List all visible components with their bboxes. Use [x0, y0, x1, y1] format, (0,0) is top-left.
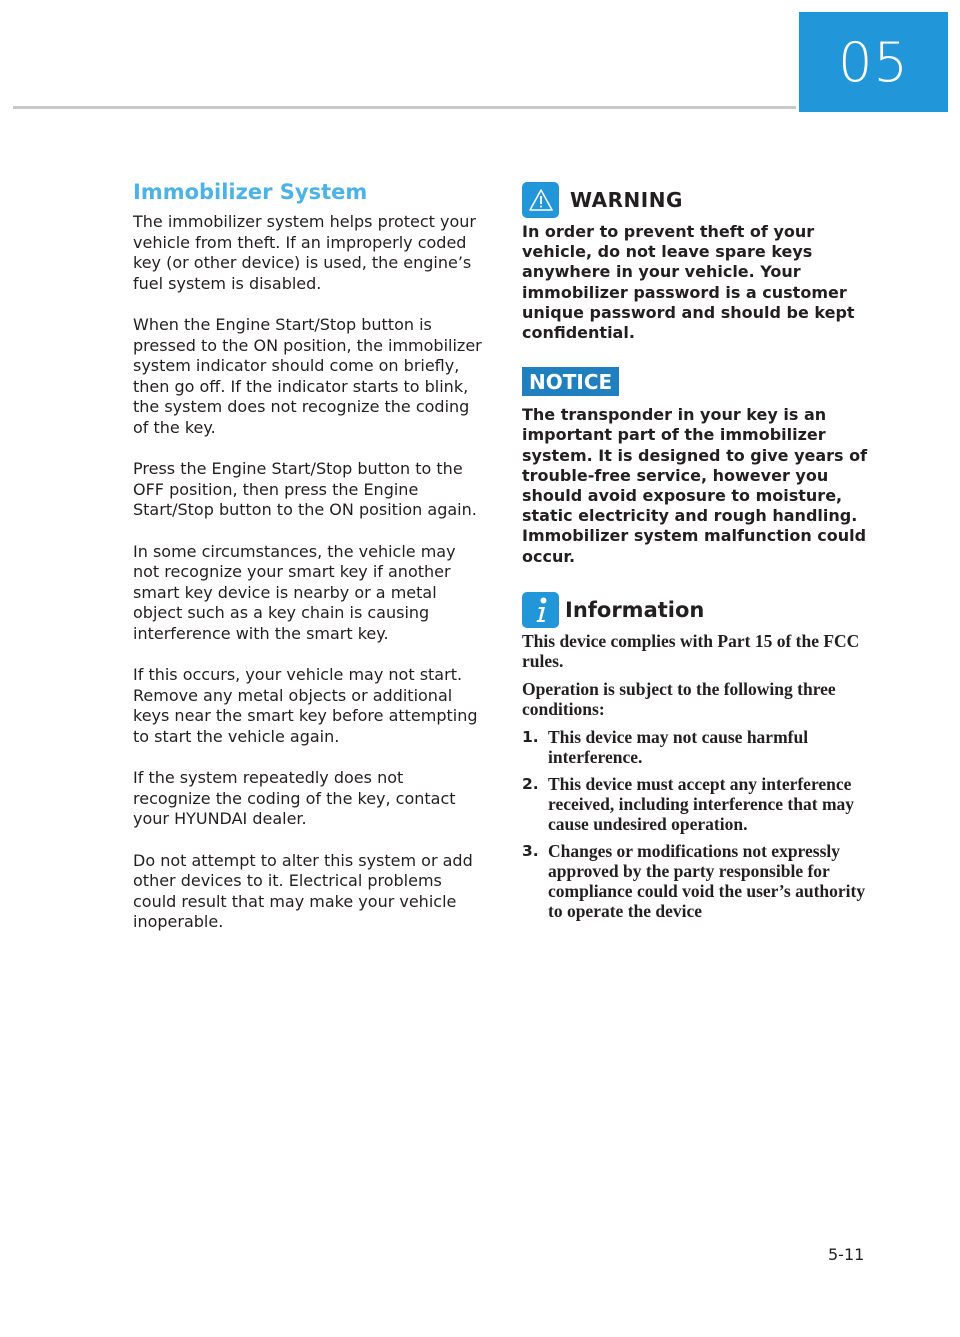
- header-rule: [13, 106, 796, 109]
- warning-block: [522, 182, 872, 343]
- list-item: [522, 774, 872, 834]
- section-title: Immobilizer System: [133, 180, 368, 204]
- paragraph-4: In some circumstances, the vehicle may not recognize your smart key if another smart key device is nearby or a metal object such as a key chain is causing interference with the smart key.: [133, 541, 456, 643]
- information-block: [522, 591, 872, 921]
- information-paragraph-1: This device complies with Part 15 of the FCC rules.: [522, 630, 860, 671]
- notice-block: [522, 343, 872, 567]
- paragraph-6: If the system repeatedly does not recognize the coding of the key, contact your HYUNDAI dealer.: [133, 768, 456, 828]
- warning-triangle-icon: [522, 182, 559, 218]
- warning-title: WARNING: [570, 188, 683, 212]
- list-text: Changes or modifications not expressly approved by the party responsible for compliance could void the user’s authority to operate the device: [548, 840, 866, 921]
- notice-text: The transponder in your key is an important part of the immobilizer system. It is designed to give years of trouble-free service, however you should avoid exposure to moisture, static electricity and rough handling. Immobilizer system malfunction could occur.: [522, 405, 868, 566]
- information-title: Information: [565, 597, 705, 622]
- list-number: 3.: [522, 841, 539, 860]
- paragraph-7: Do not attempt to alter this system or add other devices to it. Electrical problems could result that may make your vehicle inoperable.: [133, 850, 473, 931]
- warning-text: In order to prevent theft of your vehicle, do not leave spare keys anywhere in your vehicle. Your immobilizer password is a customer unique password and should be kept confidential.: [522, 222, 855, 343]
- chapter-number: 05: [838, 30, 909, 94]
- paragraph-5: If this occurs, your vehicle may not start. Remove any metal objects or additional keys near the smart key before attempting to start the vehicle again.: [133, 665, 478, 746]
- conditions-list: [522, 727, 872, 921]
- list-text: This device must accept any interference received, including interference that may cause undesired operation.: [548, 773, 855, 834]
- list-text: This device may not cause harmful interference.: [548, 726, 809, 767]
- list-number: 2.: [522, 774, 539, 793]
- notice-badge: NOTICE: [522, 367, 619, 396]
- info-icon: [522, 592, 559, 628]
- left-column: [133, 178, 485, 954]
- chapter-tab: [799, 12, 948, 112]
- paragraph-1: The immobilizer system helps protect your vehicle from theft. If an improperly coded key (or other device) is used, the engine’s fuel system is disabled.: [133, 212, 477, 293]
- list-item: [522, 841, 872, 921]
- page-number: 5-11: [828, 1245, 865, 1264]
- warning-header: [522, 182, 872, 218]
- right-column: [522, 182, 872, 928]
- list-number: 1.: [522, 727, 539, 746]
- paragraph-2: When the Engine Start/Stop button is pressed to the ON position, the immobilizer system indicator should come on briefly, then go off. If the indicator starts to blink, the system does not recognize the coding of the key.: [133, 315, 482, 437]
- information-header: [522, 591, 872, 629]
- information-paragraph-2: Operation is subject to the following three conditions:: [522, 678, 836, 719]
- paragraph-3: Press the Engine Start/Stop button to the OFF position, then press the Engine Start/Stop button to the ON position again.: [133, 459, 477, 519]
- list-item: [522, 727, 872, 767]
